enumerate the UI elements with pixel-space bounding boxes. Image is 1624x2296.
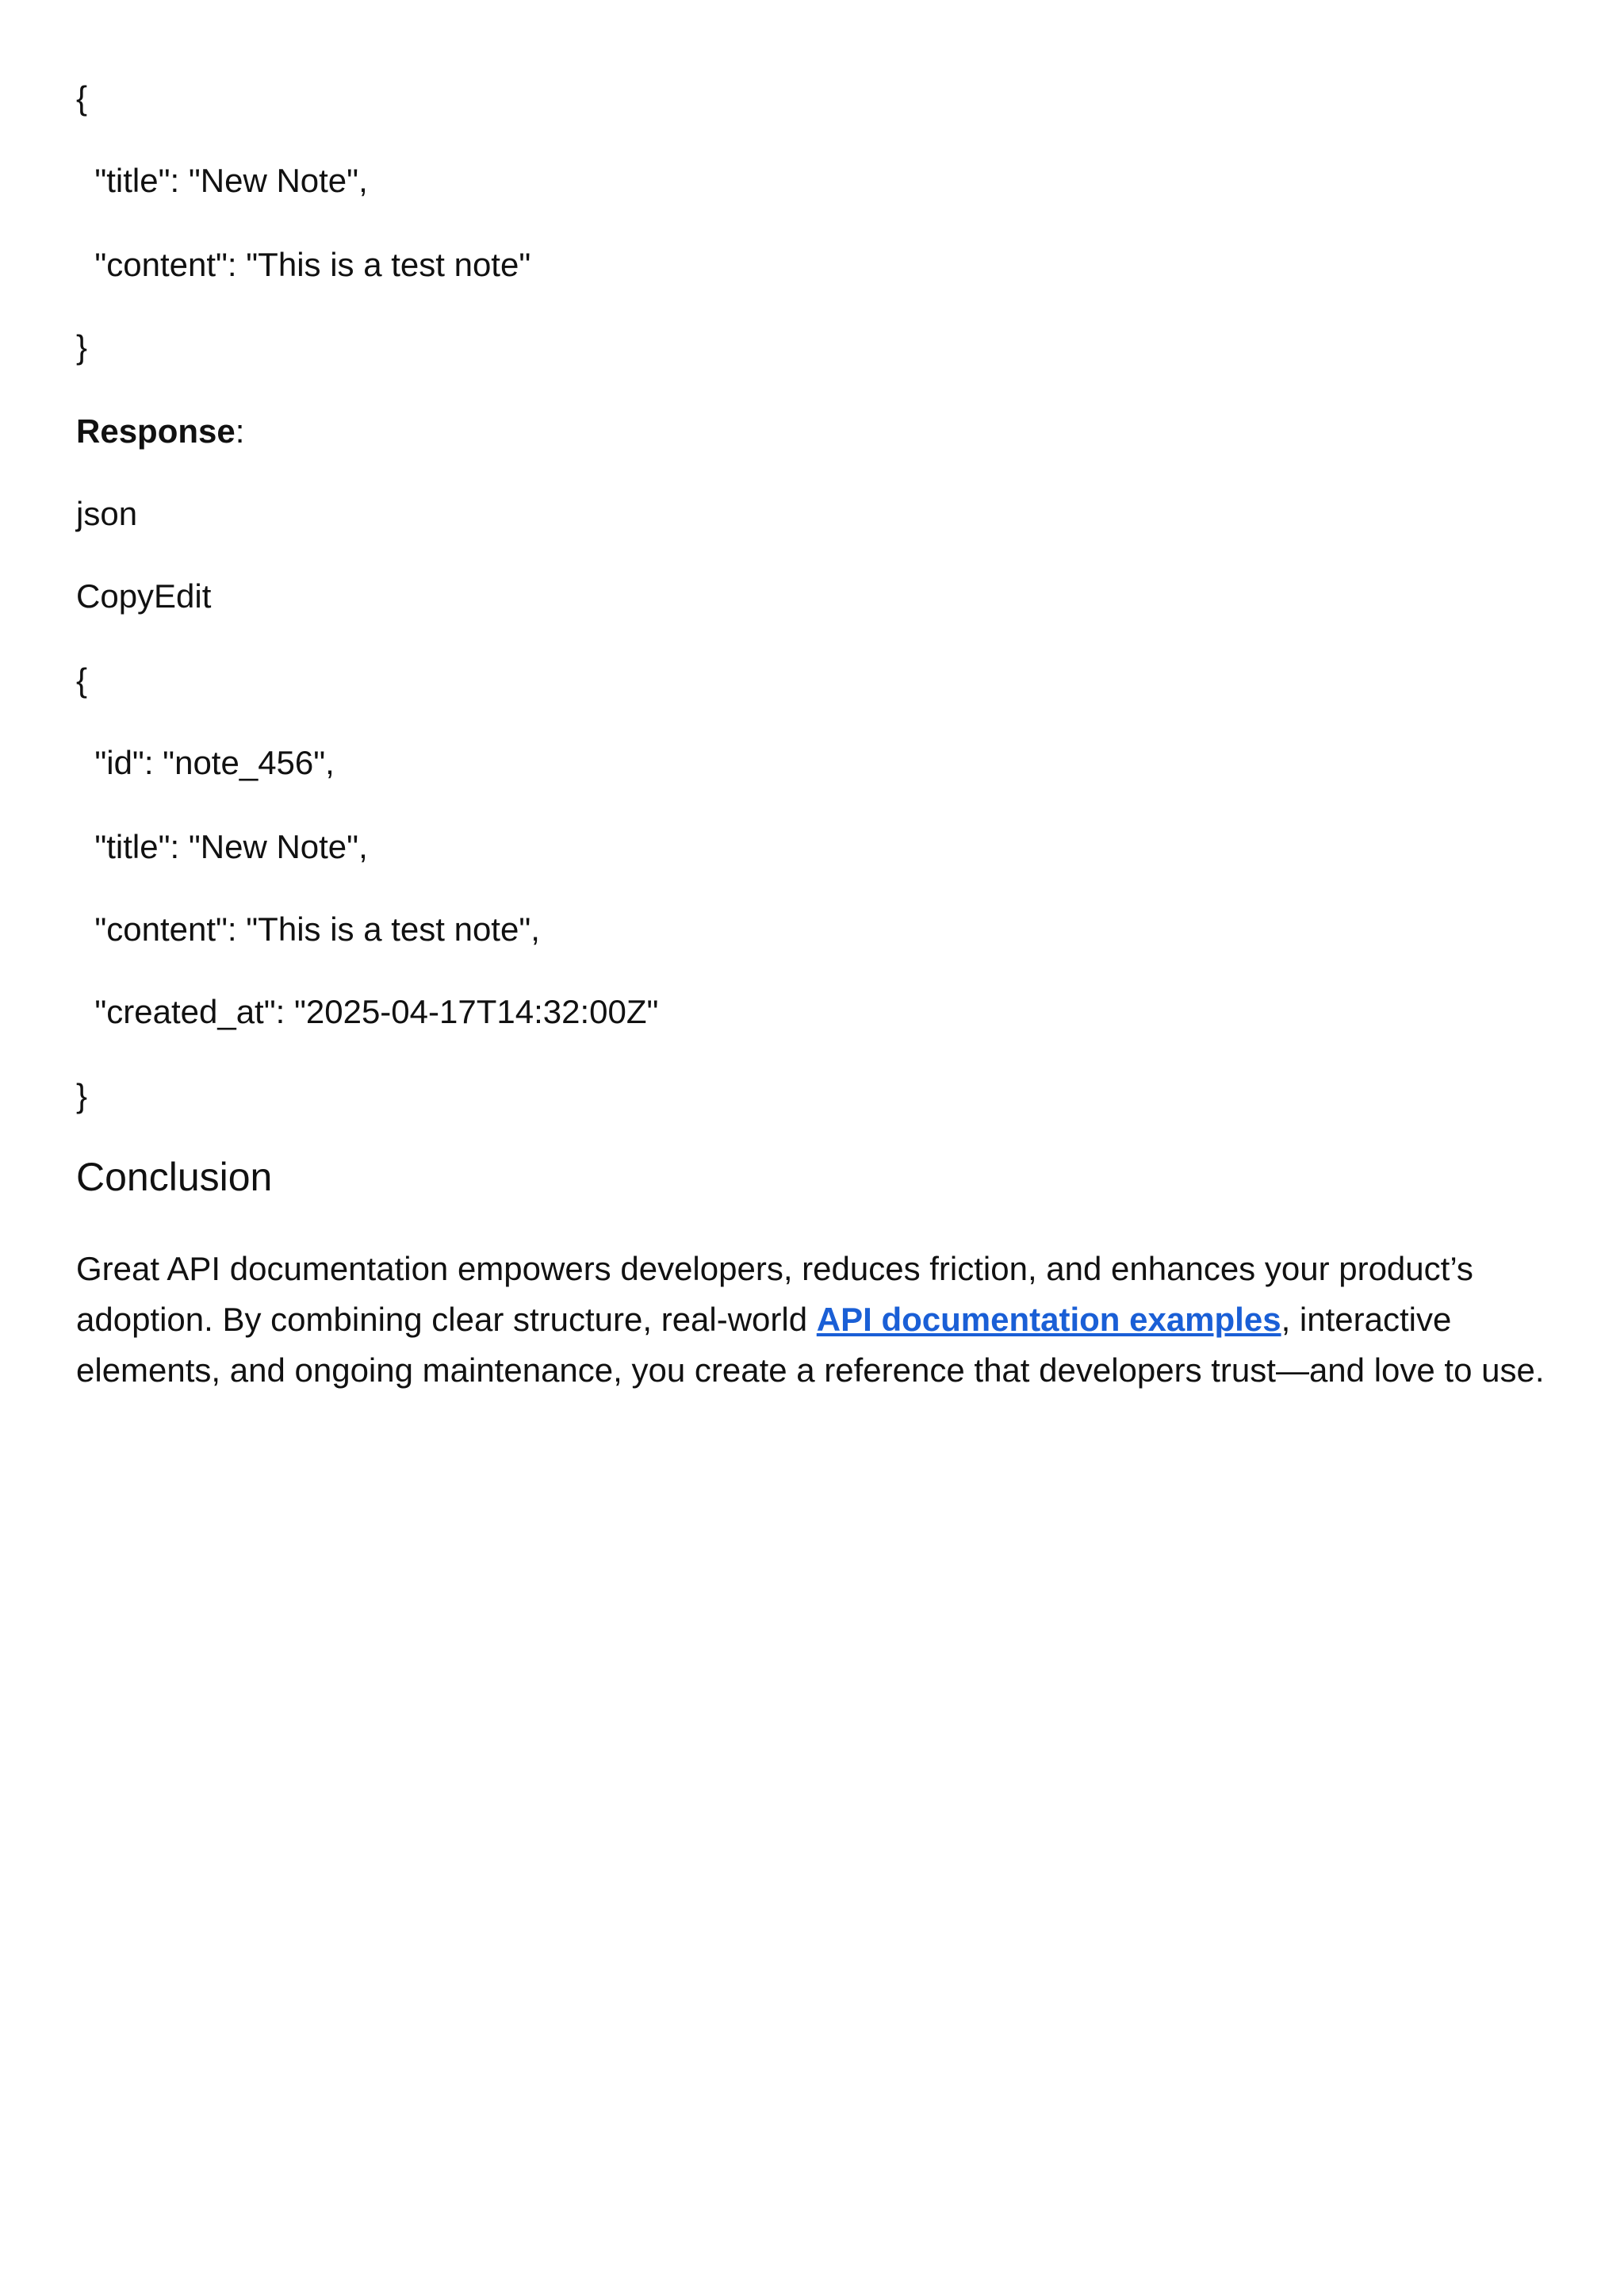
response-line-created-at: "created_at": "2025-04-17T14:32:00Z"	[76, 993, 659, 1030]
response-line-open-brace: {	[76, 661, 88, 699]
code-language-label: json	[76, 495, 138, 532]
request-line-open-brace: {	[76, 79, 88, 117]
api-documentation-examples-link[interactable]: API documentation examples	[816, 1301, 1281, 1338]
request-line-close-brace: }	[76, 328, 88, 366]
conclusion-paragraph	[76, 1244, 1567, 1396]
response-label: Response	[76, 412, 236, 450]
response-line-title: "title": "New Note",	[76, 828, 368, 865]
response-label-suffix: :	[235, 412, 245, 450]
response-line-id: "id": "note_456",	[76, 744, 335, 781]
request-line-title: "title": "New Note",	[76, 162, 368, 199]
conclusion-text-after-link: , interactive elements, and ongoing maintenance, you create a reference that developers trust—and love to use.	[76, 1301, 1545, 1389]
copy-edit-button[interactable]: CopyEdit	[76, 577, 212, 615]
response-label-line	[76, 411, 244, 452]
conclusion-heading: Conclusion	[76, 1155, 273, 1199]
request-line-content: "content": "This is a test note"	[76, 246, 531, 283]
response-line-close-brace: }	[76, 1077, 88, 1114]
response-line-content: "content": "This is a test note",	[76, 910, 540, 948]
conclusion-text-before-link: Great API documentation empowers developers, reduces friction, and enhances your product’s adoption. By combining clear structure, real-world	[76, 1250, 1473, 1338]
